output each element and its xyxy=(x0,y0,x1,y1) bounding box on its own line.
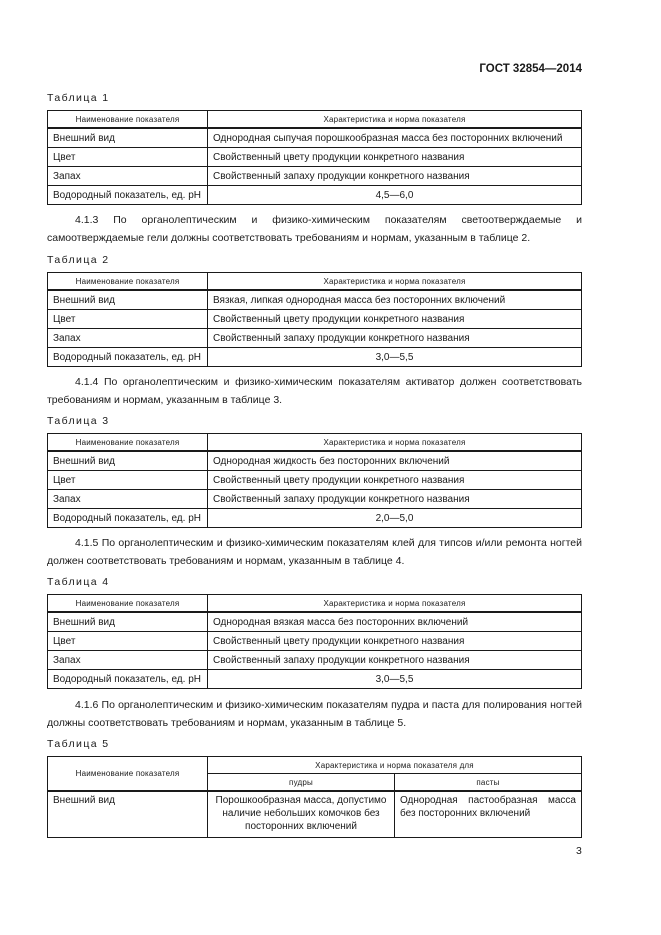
page-number: 3 xyxy=(576,845,582,857)
row-value: Однородная вязкая масса без посторонних включений xyxy=(208,612,582,632)
table-row xyxy=(48,670,582,689)
table-5-header-paste: пасты xyxy=(395,774,582,792)
row-value: 4,5—6,0 xyxy=(208,186,582,205)
row-name: Запах xyxy=(48,167,208,186)
table-5-header-group: Характеристика и норма показателя для xyxy=(208,757,582,774)
row-name: Цвет xyxy=(48,148,208,167)
row-value: Свойственный запаху продукции конкретного названия xyxy=(208,651,582,670)
row-name: Внешний вид xyxy=(48,791,208,838)
table-row xyxy=(48,128,582,148)
table-row xyxy=(48,509,582,528)
table-1-header-name: Наименование показателя xyxy=(48,111,208,129)
table-3-caption: Таблица 3 xyxy=(47,415,110,427)
row-value: 3,0—5,5 xyxy=(208,348,582,367)
row-value-paste: Однородная пастообразная масса без посторонних включений xyxy=(395,791,582,838)
paragraph-text: 4.1.3 По органолептическим и физико-химическим показателям светоотверждаемые и самоотверждаемые гели должны соответствовать требованиям и нормам, указанным в таблице 2. xyxy=(47,214,582,244)
paragraph-text: 4.1.6 По органолептическим и физико-химическим показателям пудра и паста для полирования ногтей должны соответствовать требованиям и нормам, указанным в таблице 5. xyxy=(47,699,582,729)
table-row xyxy=(48,348,582,367)
table-row xyxy=(48,451,582,471)
row-name: Внешний вид xyxy=(48,451,208,471)
row-value: Свойственный запаху продукции конкретного названия xyxy=(208,167,582,186)
row-name: Цвет xyxy=(48,310,208,329)
row-value-powder: Порошкообразная масса, допустимо наличие небольших комочков без посторонних включений xyxy=(208,791,395,838)
paragraph-text: 4.1.5 По органолептическим и физико-химическим показателям клей для типсов и/или ремонта ногтей должен соответствовать требованиям и нормам, указанным в таблице 4. xyxy=(47,537,582,567)
table-5-header-name: Наименование показателя xyxy=(48,757,208,792)
table-4 xyxy=(47,594,582,689)
table-1 xyxy=(47,110,582,205)
paragraph-4-1-4 xyxy=(47,373,582,409)
table-row xyxy=(48,329,582,348)
row-value: Свойственный цвету продукции конкретного названия xyxy=(208,148,582,167)
row-name: Водородный показатель, ед. pH xyxy=(48,509,208,528)
paragraph-text: 4.1.4 По органолептическим и физико-химическим показателям активатор должен соответствовать требованиям и нормам, указанным в таблице 3. xyxy=(47,376,582,406)
table-row xyxy=(48,791,582,838)
row-name: Водородный показатель, ед. pH xyxy=(48,670,208,689)
row-value: Свойственный запаху продукции конкретного названия xyxy=(208,490,582,509)
row-name: Цвет xyxy=(48,471,208,490)
table-row xyxy=(48,290,582,310)
table-4-header-value: Характеристика и норма показателя xyxy=(208,595,582,613)
table-1-header-value: Характеристика и норма показателя xyxy=(208,111,582,129)
row-name: Внешний вид xyxy=(48,128,208,148)
paragraph-4-1-6 xyxy=(47,696,582,732)
table-row xyxy=(48,490,582,509)
table-4-header-name: Наименование показателя xyxy=(48,595,208,613)
row-name: Запах xyxy=(48,651,208,670)
table-5-header-powder: пудры xyxy=(208,774,395,792)
document-id: ГОСТ 32854—2014 xyxy=(479,63,582,75)
row-name: Цвет xyxy=(48,632,208,651)
table-row xyxy=(48,310,582,329)
table-row xyxy=(48,148,582,167)
table-5-caption: Таблица 5 xyxy=(47,738,110,750)
row-name: Водородный показатель, ед. pH xyxy=(48,348,208,367)
row-value: Вязкая, липкая однородная масса без посторонних включений xyxy=(208,290,582,310)
table-1-caption: Таблица 1 xyxy=(47,92,110,104)
table-2-header-value: Характеристика и норма показателя xyxy=(208,273,582,291)
row-value: 2,0—5,0 xyxy=(208,509,582,528)
table-2-caption: Таблица 2 xyxy=(47,254,110,266)
row-name: Внешний вид xyxy=(48,612,208,632)
table-2 xyxy=(47,272,582,367)
table-3-header-value: Характеристика и норма показателя xyxy=(208,434,582,452)
row-name: Запах xyxy=(48,490,208,509)
table-row xyxy=(48,612,582,632)
row-value: Свойственный цвету продукции конкретного названия xyxy=(208,471,582,490)
table-row xyxy=(48,651,582,670)
table-row xyxy=(48,632,582,651)
row-name: Запах xyxy=(48,329,208,348)
table-3 xyxy=(47,433,582,528)
table-2-header-name: Наименование показателя xyxy=(48,273,208,291)
row-name: Внешний вид xyxy=(48,290,208,310)
table-4-caption: Таблица 4 xyxy=(47,576,110,588)
paragraph-4-1-3 xyxy=(47,211,582,247)
table-row xyxy=(48,186,582,205)
paragraph-4-1-5 xyxy=(47,534,582,570)
row-value: Однородная сыпучая порошкообразная масса без посторонних включений xyxy=(208,128,582,148)
table-3-header-name: Наименование показателя xyxy=(48,434,208,452)
row-value: Однородная жидкость без посторонних включений xyxy=(208,451,582,471)
row-value: 3,0—5,5 xyxy=(208,670,582,689)
table-row xyxy=(48,471,582,490)
row-value: Свойственный запаху продукции конкретного названия xyxy=(208,329,582,348)
table-row xyxy=(48,167,582,186)
row-value: Свойственный цвету продукции конкретного названия xyxy=(208,310,582,329)
row-name: Водородный показатель, ед. pH xyxy=(48,186,208,205)
table-5 xyxy=(47,756,582,838)
row-value: Свойственный цвету продукции конкретного названия xyxy=(208,632,582,651)
